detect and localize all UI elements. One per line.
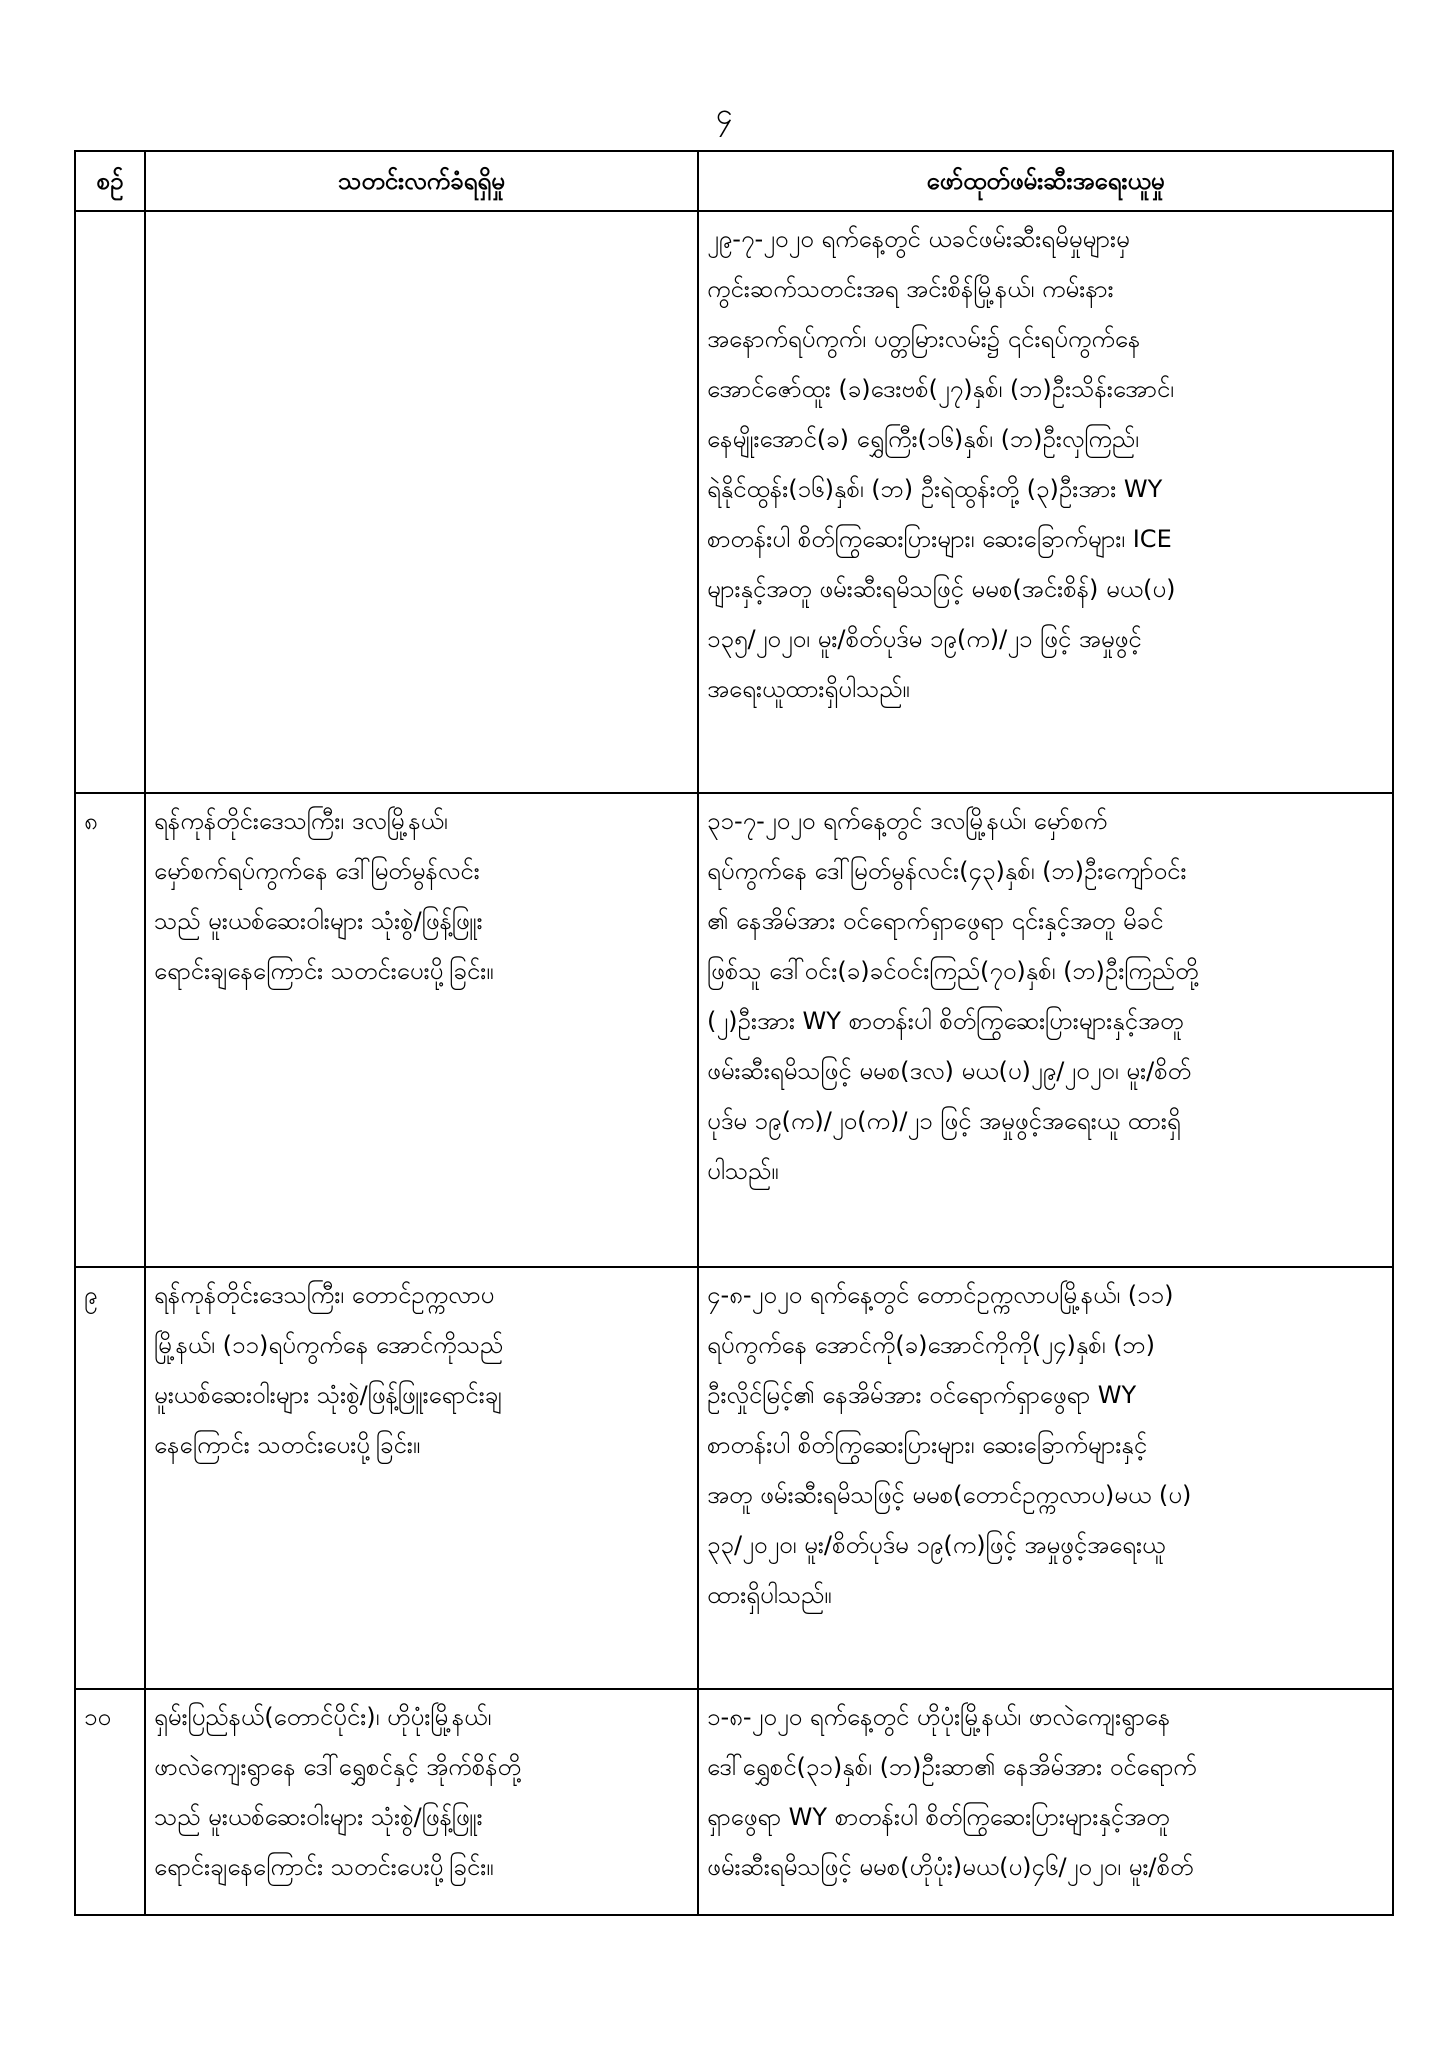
- action-text-line: နေမျိုးအောင်(ခ) ရွှေကြီး(၁၆)နှစ်၊ (ဘ)ဦးလှကြည်၊: [707, 425, 1139, 453]
- information-text-line: မူးယစ်ဆေးဝါးများ သုံးစွဲ/ဖြန့်ဖြူးရောင်းချ: [154, 1381, 502, 1409]
- action-text-line: ထားရှိပါသည်။: [707, 1581, 832, 1609]
- action-text-line: အရေးယူထားရှိပါသည်။: [707, 675, 910, 703]
- header-serial-number: စဉ်: [75, 151, 145, 211]
- action-text-line: များနှင့်အတူ ဖမ်းဆီးရမိသဖြင့် မမစ(အင်းစိန်) မယ(ပ): [707, 575, 1176, 603]
- action-text-line: ရဲနိုင်ထွန်း(၁၆)နှစ်၊ (ဘ) ဦးရဲထွန်းတို့ (၃)ဦးအား WY: [707, 475, 1163, 503]
- page-number: ၄: [715, 97, 733, 132]
- action-text-line: ရပ်ကွက်နေ ဒေါ်မြတ်မွန်လင်း(၄၃)နှစ်၊ (ဘ)ဦးကျော်ဝင်း: [707, 857, 1187, 885]
- action-text-line: စာတန်းပါ စိတ်ကြွဆေးပြားများ၊ ဆေးခြောက်များ၊ ICE: [707, 525, 1172, 553]
- header-information-received: သတင်းလက်ခံရရှိမှု: [145, 151, 698, 211]
- information-text-line: ဖာလဲကျေးရွာနေ ဒေါ်ရွှေစင်နှင့် အိုက်စိန်တို့: [154, 1753, 521, 1781]
- action-text-line: ၄-၈-၂၀၂၀ ရက်နေ့တွင် တောင်ဥက္ကလာပမြို့နယ်၊ (၁၁): [707, 1281, 1174, 1309]
- information-cell: [145, 793, 698, 1267]
- case-report-table: [74, 150, 1394, 1916]
- action-text-line: ၂၉-၇-၂၀၂၀ ရက်နေ့တွင် ယခင်ဖမ်းဆီးရမိမှုများမှ: [707, 225, 1130, 253]
- information-text-line: နေကြောင်း သတင်းပေးပို့ခြင်း။: [154, 1431, 421, 1459]
- information-text-line: ရန်ကုန်တိုင်းဒေသကြီး၊ ဒလမြို့နယ်၊: [154, 807, 448, 835]
- information-text-line: သည် မူးယစ်ဆေးဝါးများ သုံးစွဲ/ဖြန့်ဖြူး: [154, 1803, 483, 1831]
- action-cell: [698, 1267, 1393, 1689]
- information-text-line: ရှမ်းပြည်နယ်(တောင်ပိုင်း)၊ ဟိုပုံးမြို့နယ်၊: [154, 1703, 492, 1731]
- action-text-line: အတူ ဖမ်းဆီးရမိသဖြင့် မမစ(တောင်ဥက္ကလာပ)မယ (ပ): [707, 1481, 1192, 1509]
- information-text-line: မြို့နယ်၊ (၁၁)ရပ်ကွက်နေ အောင်ကိုသည်: [154, 1331, 504, 1359]
- action-text-line: ပုဒ်မ ၁၉(က)/၂၀(က)/၂၁ ဖြင့် အမှုဖွင့်အရေးယူ ထားရှိ: [707, 1107, 1181, 1135]
- action-text-line: ရပ်ကွက်နေ အောင်ကို(ခ)အောင်ကိုကို(၂၄)နှစ်၊ (ဘ): [707, 1331, 1155, 1359]
- information-text-line: ရောင်းချနေကြောင်း သတင်းပေးပို့ခြင်း။: [154, 957, 494, 985]
- action-text-line: စာတန်းပါ စိတ်ကြွဆေးပြားများ၊ ဆေးခြောက်များနှင့်: [707, 1431, 1148, 1459]
- action-text-line: ၁၃၅/၂၀၂၀၊ မူး/စိတ်ပုဒ်မ ၁၉(က)/၂၁ ဖြင့် အမှုဖွင့်: [707, 625, 1142, 653]
- table-row: [75, 793, 1393, 1267]
- action-text-line: ၃၃/၂၀၂၀၊ မူး/စိတ်ပုဒ်မ ၁၉(က)ဖြင့် အမှုဖွင့်အရေးယူ: [707, 1531, 1166, 1559]
- table-row: [75, 1267, 1393, 1689]
- action-text-line: ရှာဖွေရာ WY စာတန်းပါ စိတ်ကြွဆေးပြားများနှင့်အတူ: [707, 1803, 1170, 1831]
- table-row: [75, 1689, 1393, 1915]
- information-text-line: မှော်စက်ရပ်ကွက်နေ ဒေါ်မြတ်မွန်လင်း: [154, 857, 480, 885]
- action-cell: [698, 793, 1393, 1267]
- action-text-line: ၏ နေအိမ်အား ဝင်ရောက်ရှာဖွေရာ ၎င်းနှင့်အတူ မိခင်: [707, 907, 1164, 935]
- action-text-line: ဖမ်းဆီးရမိသဖြင့် မမစ(ဒလ) မယ(ပ)၂၉/၂၀၂၀၊ မူး/စိတ်: [707, 1057, 1192, 1085]
- action-text-line: ပါသည်။: [707, 1157, 779, 1185]
- information-text-line: သည် မူးယစ်ဆေးဝါးများ သုံးစွဲ/ဖြန့်ဖြူး: [154, 907, 483, 935]
- table-header-row: [75, 151, 1393, 211]
- table-row: [75, 211, 1393, 793]
- information-text-line: ရောင်းချနေကြောင်း သတင်းပေးပို့ခြင်း။: [154, 1853, 494, 1881]
- header-arrest-action: ဖော်ထုတ်ဖမ်းဆီးအရေးယူမှု: [698, 151, 1393, 211]
- action-text-line: အောင်ဇော်ထူး (ခ)ဒေးဗစ်(၂၇)နှစ်၊ (ဘ)ဦးသိန်းအောင်၊: [707, 375, 1174, 403]
- action-text-line: (၂)ဦးအား WY စာတန်းပါ စိတ်ကြွဆေးပြားများနှင့်အတူ: [707, 1007, 1184, 1035]
- information-cell: [145, 211, 698, 793]
- action-cell: [698, 211, 1393, 793]
- serial-number-cell: ၁၀: [75, 1689, 145, 1915]
- action-text-line: ၁-၈-၂၀၂၀ ရက်နေ့တွင် ဟိုပုံးမြို့နယ်၊ ဖာလဲကျေးရွာနေ: [707, 1703, 1171, 1731]
- action-text-line: ဖမ်းဆီးရမိသဖြင့် မမစ(ဟိုပုံး)မယ(ပ)၄၆/၂၀၂၀၊ မူး/စိတ်: [707, 1853, 1194, 1881]
- action-cell: [698, 1689, 1393, 1915]
- information-cell: [145, 1689, 698, 1915]
- information-text-line: ရန်ကုန်တိုင်းဒေသကြီး၊ တောင်ဥက္ကလာပ: [154, 1281, 495, 1309]
- information-cell: [145, 1267, 698, 1689]
- action-text-line: ၃၁-၇-၂၀၂၀ ရက်နေ့တွင် ဒလမြို့နယ်၊ မှော်စက်: [707, 807, 1108, 835]
- action-text-line: ကွင်းဆက်သတင်းအရ အင်းစိန်မြို့နယ်၊ ကမ်းနား: [707, 275, 1114, 303]
- action-text-line: အနောက်ရပ်ကွက်၊ ပတ္တမြားလမ်း၌ ၎င်းရပ်ကွက်နေ: [707, 325, 1141, 353]
- serial-number-cell: [75, 211, 145, 793]
- serial-number-cell: ၈: [75, 793, 145, 1267]
- serial-number-cell: ၉: [75, 1267, 145, 1689]
- action-text-line: ဖြစ်သူ ဒေါ်ဝင်း(ခ)ခင်ဝင်းကြည်(၇၀)နှစ်၊ (ဘ)ဦးကြည်တို့: [707, 957, 1199, 985]
- action-text-line: ဦးလှိုင်မြင့်၏ နေအိမ်အား ဝင်ရောက်ရှာဖွေရာ WY: [707, 1381, 1137, 1409]
- action-text-line: ဒေါ်ရွှေစင်(၃၁)နှစ်၊ (ဘ)ဦးဆာ၏ နေအိမ်အား ဝင်ရောက်: [707, 1753, 1197, 1781]
